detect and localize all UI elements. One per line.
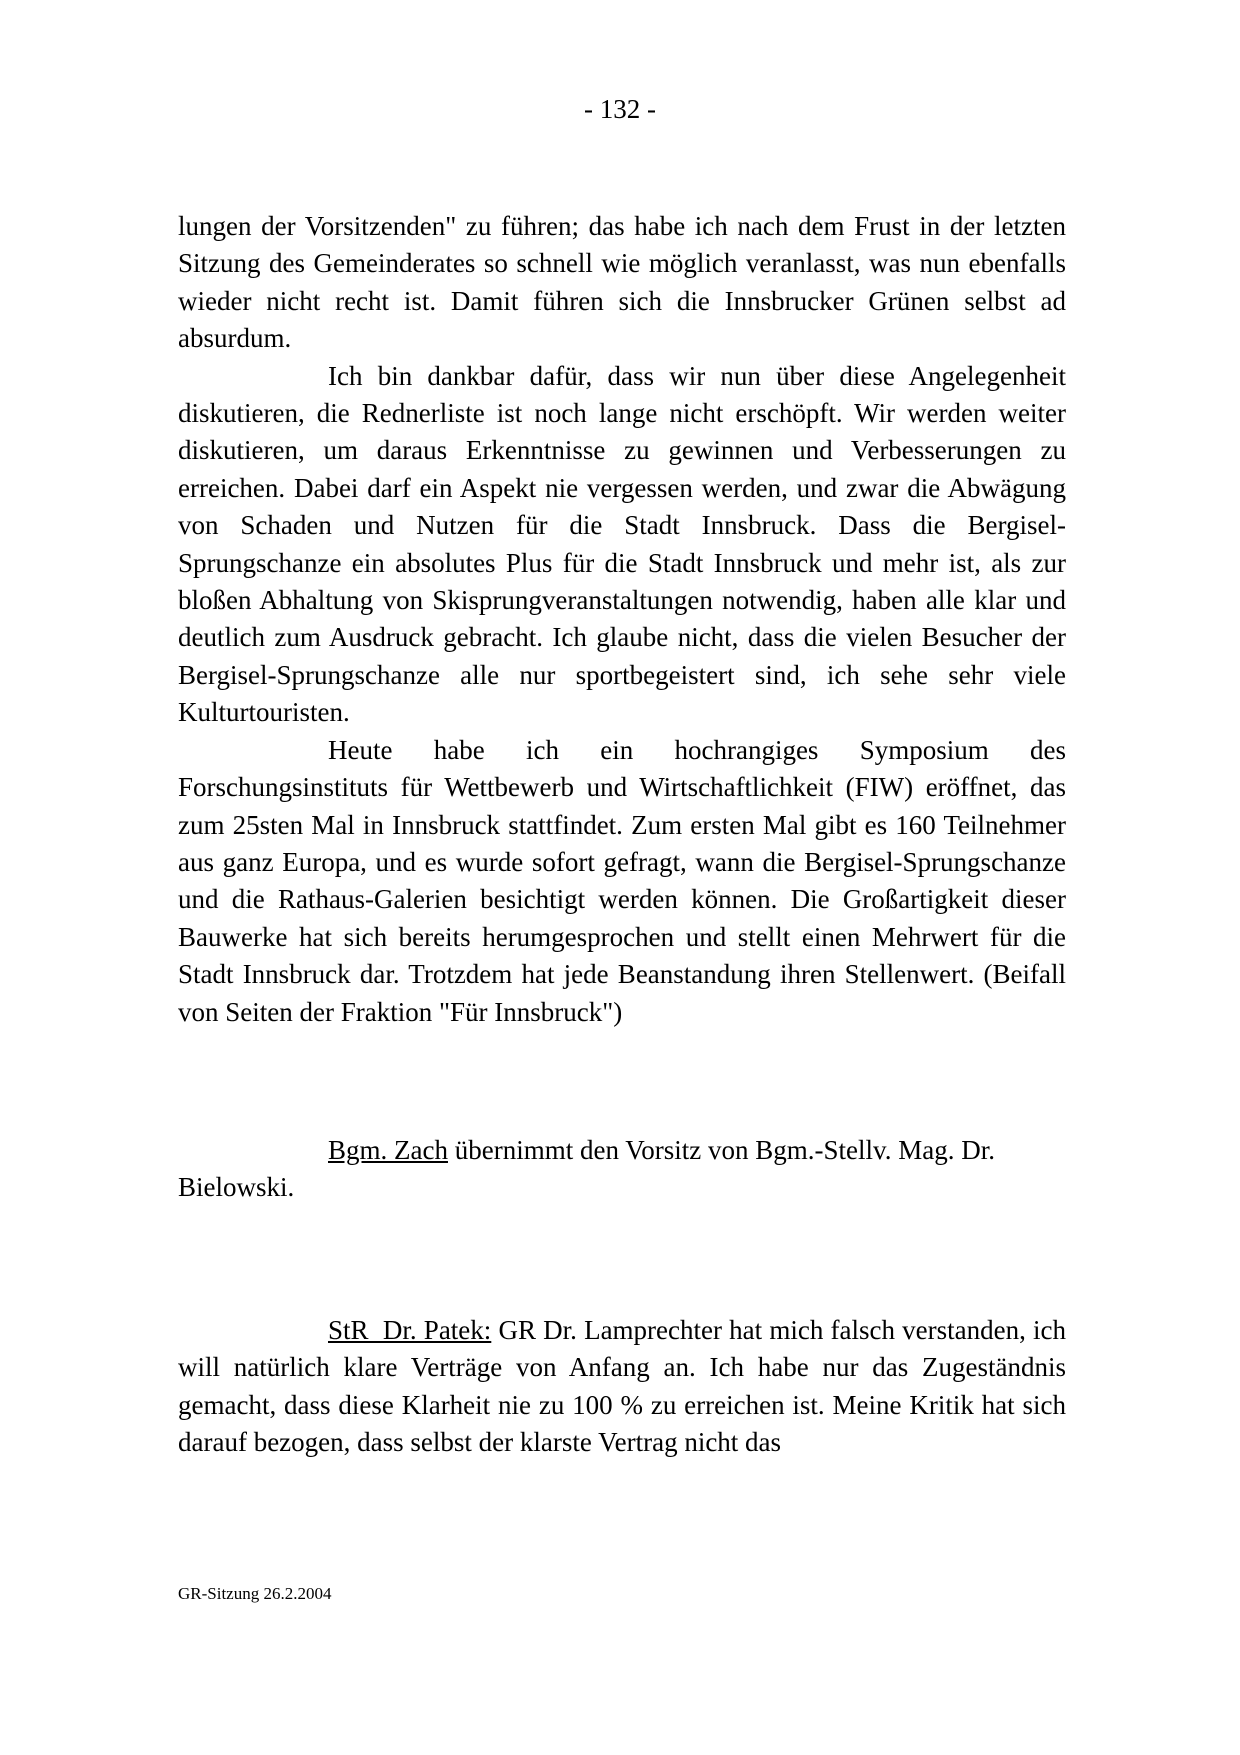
page-number: - 132 -	[584, 94, 656, 124]
statement-text: GR Dr. Lamprechter hat mich falsch verstanden, ich will natürlich klare Verträge von Anfang an. Ich habe nur das Zugeständnis gemacht, dass diese Klarheit nie zu 100 % zu erreichen ist. Meine Kritik hat sich darauf bezogen, dass selbst der klarste Vertrag nicht das	[178, 1315, 1066, 1458]
paragraph-discussion: Ich bin dankbar dafür, dass wir nun über diese Angelegenheit diskutieren, die Rednerliste ist noch lange nicht erschöpft. Wir werden weiter diskutieren, um daraus Erkenntnisse zu gewinnen und Verbesserungen zu erreichen. Dabei darf ein Aspekt nie vergessen werden, und zwar die Abwägung von Schaden und Nutzen für die Stadt Innsbruck. Dass die Bergisel-Sprungschanze ein absolutes Plus für die Stadt Innsbruck und mehr ist, als zur bloßen Abhaltung von Skisprungveranstaltungen notwendig, haben alle klar und deutlich zum Ausdruck gebracht. Ich glaube nicht, dass die vielen Besucher der Bergisel-Sprungschanze alle nur sportbegeistert sind, ich sehe sehr viele Kulturtouristen.	[178, 360, 1066, 728]
chair-change-text: übernimmt den Vorsitz von Bgm.-Stellv. Mag. Dr. Bielowski.	[178, 1135, 995, 1203]
paragraph-symposium: Heute habe ich ein hochrangiges Symposium des Forschungsinstituts für Wettbewerb und Wirtschaftlichkeit (FIW) eröffnet, das zum 25sten Mal in Innsbruck stattfindet. Zum ersten Mal gibt es 160 Teilnehmer aus ganz Europa, und es wurde sofort gefragt, wann die Bergisel-Sprungschanze und die Rathaus-Galerien besichtigt werden können. Die Großartigkeit dieser Bauwerke hat sich bereits herumgesprochen und stellt einen Mehrwert für die Stadt Innsbruck dar. Trotzdem hat jede Beanstandung ihren Stellenwert. (Beifall von Seiten der Fraktion "Für Innsbruck")	[178, 734, 1066, 1027]
chair-change-paragraph	[178, 1132, 1066, 1207]
speaker-name: StR Dr. Patek:	[328, 1315, 492, 1345]
statement-section	[178, 1312, 1066, 1462]
paragraph-continuation: lungen der Vorsitzenden" zu führen; das habe ich nach dem Frust in der letzten Sitzung des Gemeinderates so schnell wie möglich veranlasst, was nun ebenfalls wieder nicht recht ist. Damit führen sich die Innsbrucker Grünen selbst ad absurdum.	[178, 211, 1066, 354]
body-text-section	[178, 208, 1066, 1031]
statement-paragraph	[178, 1312, 1066, 1462]
chair-change-section	[178, 1132, 1066, 1207]
speaker-name: Bgm. Zach	[328, 1135, 448, 1165]
page-footer: GR-Sitzung 26.2.2004	[178, 1584, 332, 1603]
